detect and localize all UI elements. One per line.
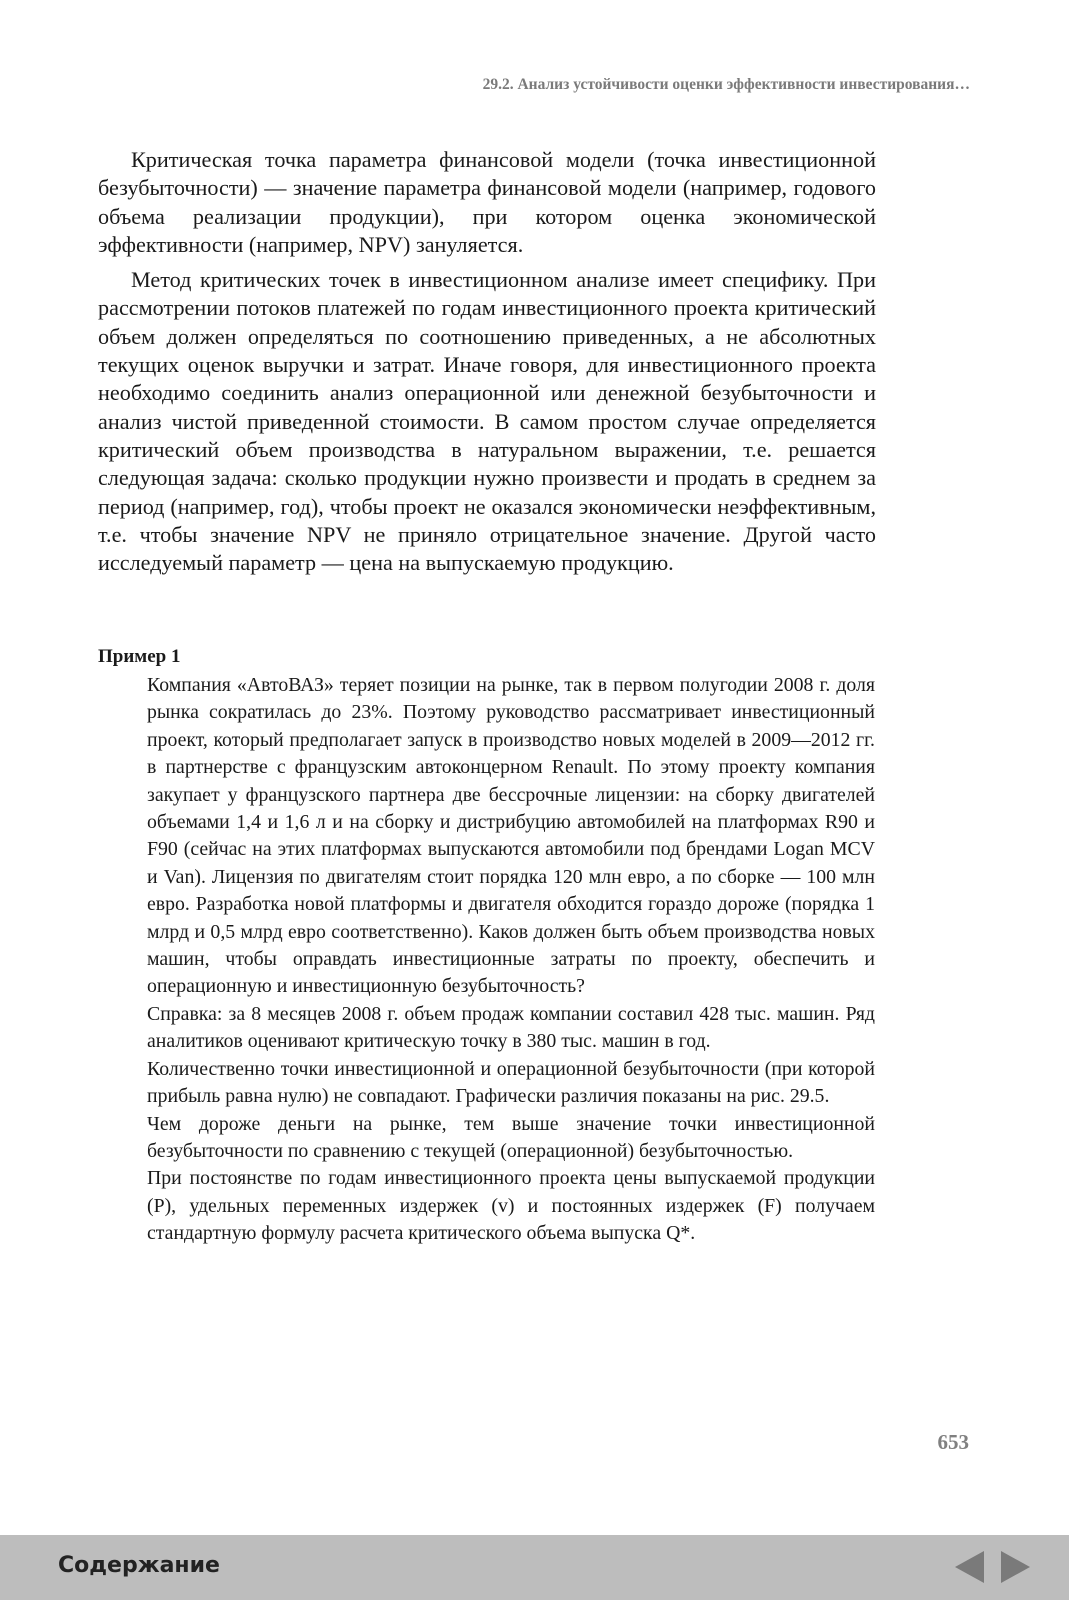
main-text bbox=[98, 146, 876, 584]
example-paragraph: При постоянстве по годам инвестиционного проекта цены выпускаемой продукции (P), удельных переменных издержек (v) и постоянных издержек (F) получаем стандартную формулу расчета критического объема выпуска Q*. bbox=[147, 1167, 875, 1245]
example-paragraph: Справка: за 8 месяцев 2008 г. объем продаж компании составил 428 тыс. машин. Ряд аналитиков оценивают критическую точку в 380 тыс. машин в год. bbox=[147, 1002, 875, 1053]
example-paragraph: Количественно точки инвестиционной и операционной безубыточности (при которой прибыль равна нулю) не совпадают. Графически различия показаны на рис. 29.5. bbox=[147, 1057, 875, 1108]
paragraph-method: Метод критических точек в инвестиционном анализе имеет специфику. При рассмотрении потоков платежей по годам инвестиционного проекта критический объем должен определяться по соотношению приведенных, а не абсолютных текущих оценок выручки и затрат. Иначе говоря, для инвестиционного проекта необходимо соединить анализ операционной или денежной безубыточности и анализ чистой приведенной стоимости. В самом простом случае определяется критический объем производства в натуральном выражении, т.е. решается следующая задача: сколько продукции нужно произвести и продать в среднем за период (например, год), чтобы проект не оказался экономически неэффективным, т.е. чтобы значение NPV не приняло отрицательное значение. Другой часто исследуемый параметр — цена на выпускаемую продукцию. bbox=[98, 267, 876, 576]
paragraph-definition: Критическая точка параметра финансовой модели (точка инвестиционной безубыточности) — значение параметра финансовой модели (например, годового объема реализации продукции), при котором оценка экономической эффективности (например, NPV) зануляется. bbox=[98, 147, 876, 257]
next-page-button[interactable] bbox=[997, 1549, 1033, 1585]
footer-bar bbox=[0, 1535, 1069, 1600]
page-number: 653 bbox=[937, 1430, 969, 1454]
triangle-right-icon bbox=[997, 1549, 1033, 1585]
example-paragraph: Компания «АвтоВАЗ» теряет позиции на рынке, так в первом полугодии 2008 г. доля рынка сократилась до 23%. Поэтому руководство рассматривает инвестиционный проект, который предполагает запуск в производство новых моделей в 2009—2012 гг. в партнерстве с французским автоконцерном Renault. По этому проекту компания закупает у французского партнера две бессрочные лицензии: на сборку двигателей объемами 1,4 и 1,6 л и на сборку и дистрибуцию автомобилей на платформах R90 и F90 (сейчас на этих платформах выпускаются автомобили под брендами Logan MCV и Van). Лицензия по двигателям стоит порядка 120 млн евро, а по сборке — 100 млн евро. Разработка новой платформы и двигателя обходится гораздо дороже (порядка 1 млрд и 0,5 млрд евро соответственно). Каков должен быть объем производства новых машин, чтобы оправдать инвестиционные затраты по проекту, обеспечить и операционную и инвестиционную безубыточность? bbox=[147, 674, 875, 998]
running-header: 29.2. Анализ устойчивости оценки эффективности инвестирования… bbox=[482, 76, 970, 93]
example-title: Пример 1 bbox=[98, 646, 181, 667]
example-paragraph: Чем дороже деньги на рынке, тем выше значение точки инвестиционной безубыточности по сравнению с текущей (операционной) безубыточностью. bbox=[147, 1112, 875, 1162]
prev-page-button[interactable] bbox=[952, 1549, 988, 1585]
contents-link[interactable]: Содержание bbox=[58, 1553, 220, 1578]
example-block bbox=[147, 672, 875, 1248]
triangle-left-icon bbox=[952, 1549, 988, 1585]
